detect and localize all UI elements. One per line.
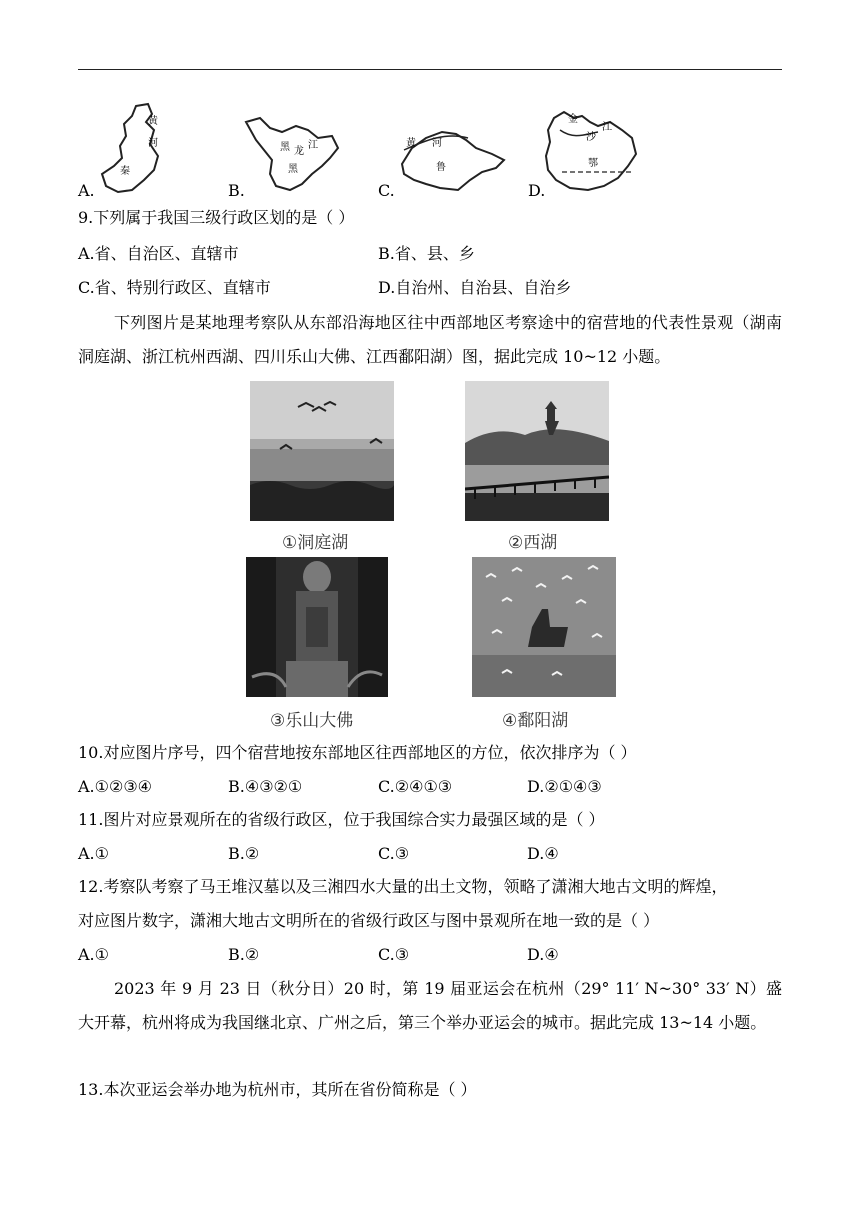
header-rule: [78, 69, 782, 70]
photo-caption-1: ①洞庭湖: [282, 533, 349, 553]
q9-stem: 9.下列属于我国三级行政区划的是（ ）: [78, 208, 355, 227]
map-a-label-2: 河: [148, 138, 158, 149]
q10-option-d[interactable]: D.②①④③: [527, 777, 602, 796]
shandong-outline-map: [396, 124, 508, 196]
q12-option-b[interactable]: B.②: [228, 945, 260, 964]
map-c-label-3: 鲁: [436, 162, 446, 173]
q11-options-row: [78, 844, 782, 864]
q12-stem-line-1: 12.考察队考察了马王堆汉墓以及三湘四水大量的出土文物，领略了潇湘大地古文明的辉煌，: [78, 877, 728, 896]
map-option-d-letter[interactable]: D.: [528, 181, 546, 200]
map-a-label-3: 秦: [120, 166, 130, 177]
photo-caption-4: ④鄱阳湖: [502, 711, 569, 731]
q11-option-d[interactable]: D.④: [527, 844, 559, 863]
map-b-label-4: 黑: [288, 164, 298, 175]
photo-caption-3: ③乐山大佛: [270, 711, 354, 731]
dongting-lake-photo: [250, 381, 394, 521]
intro-13-14: 2023 年 9 月 23 日（秋分日）20 时，第 19 届亚运会在杭州（29° 11′ N~30° 33′ N）盛大开幕，杭州将成为我国继北京、广州之后，第三个举办亚运会的城市。据此完成 13~14 小题。: [78, 979, 782, 1032]
q11-option-b[interactable]: B.②: [228, 844, 260, 863]
heilongjiang-outline-map: [242, 114, 342, 196]
q10-option-c[interactable]: C.②④①③: [378, 777, 453, 796]
map-b-label-2: 龙: [294, 146, 304, 157]
q9-option-c[interactable]: C.省、特别行政区、直辖市: [78, 278, 271, 297]
shaanxi-outline-map: [96, 100, 176, 196]
map-b-label-1: 黑: [280, 142, 290, 153]
intro-10-12: 下列图片是某地理考察队从东部沿海地区往中西部地区考察途中的宿营地的代表性景观（湖南洞庭湖、浙江杭州西湖、四川乐山大佛、江西鄱阳湖）图，据此完成 10~12 小题。: [78, 313, 782, 366]
q11-stem: 11.图片对应景观所在的省级行政区，位于我国综合实力最强区域的是（ ）: [78, 810, 605, 829]
map-option-c-letter[interactable]: C.: [378, 181, 395, 200]
q11-option-c[interactable]: C.③: [378, 844, 410, 863]
map-d-label-1: 金: [568, 114, 578, 125]
map-b-label-3: 江: [308, 140, 318, 151]
q11-option-a[interactable]: A.①: [78, 844, 109, 863]
map-option-b-letter[interactable]: B.: [228, 181, 245, 200]
map-d-label-4: 鄂: [588, 158, 598, 169]
leshan-buddha-photo: [246, 557, 388, 697]
q9-options-row-1: [78, 244, 782, 264]
map-a-label-1: 黄: [148, 116, 158, 127]
map-c-label-2: 河: [432, 138, 442, 149]
q10-stem: 10.对应图片序号，四个宿营地按东部地区往西部地区的方位，依次排序为（ ）: [78, 743, 637, 762]
poyang-lake-photo: [472, 557, 616, 697]
map-c-label-1: 黄: [406, 138, 416, 149]
photo-caption-2: ②西湖: [508, 533, 558, 553]
q12-option-d[interactable]: D.④: [527, 945, 559, 964]
q9-option-d[interactable]: D.自治州、自治县、自治乡: [378, 278, 572, 297]
q10-option-a[interactable]: A.①②③④: [78, 777, 153, 796]
q12-option-a[interactable]: A.①: [78, 945, 109, 964]
q9-option-a[interactable]: A.省、自治区、直辖市: [78, 244, 239, 263]
map-option-a-letter[interactable]: A.: [78, 181, 95, 200]
q12-option-c[interactable]: C.③: [378, 945, 410, 964]
q13-stem: 13.本次亚运会举办地为杭州市，其所在省份简称是（ ）: [78, 1080, 477, 1099]
map-d-label-3: 江: [602, 122, 612, 133]
q9-options-row-2: [78, 278, 782, 298]
west-lake-photo: [465, 381, 609, 521]
q9-option-b[interactable]: B.省、县、乡: [378, 244, 475, 263]
q10-option-b[interactable]: B.④③②①: [228, 777, 303, 796]
q12-options-row: [78, 945, 782, 965]
hubei-outline-map: [540, 108, 640, 196]
q12-stem-line-2: 对应图片数字，潇湘大地古文明所在的省级行政区与图中景观所在地一致的是（ ）: [78, 911, 660, 930]
q10-options-row: [78, 777, 782, 797]
map-d-label-2: 沙: [586, 132, 596, 143]
